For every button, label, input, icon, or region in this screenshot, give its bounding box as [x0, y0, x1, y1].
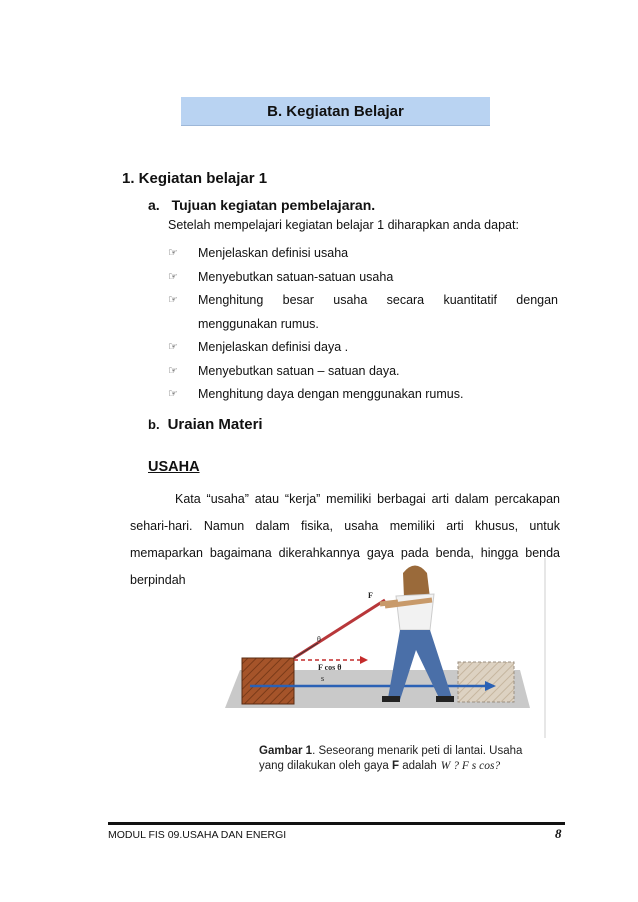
work-illustration: [220, 558, 550, 738]
subsection-a-title: Tujuan kegiatan pembelajaran.: [171, 197, 376, 213]
page-number: 8: [555, 826, 562, 841]
list-item-text: menggunakan rumus.: [198, 316, 319, 331]
list-item: [168, 383, 558, 407]
caption-figure-number: Gambar 1: [259, 745, 313, 757]
objectives-list: [168, 242, 558, 407]
list-item: [168, 360, 558, 384]
pointing-hand-icon: ☞: [168, 388, 178, 400]
pointing-hand-icon: ☞: [168, 341, 178, 353]
list-item: [168, 242, 558, 266]
caption-text: yang dilakukan oleh gaya: [259, 760, 392, 772]
angle-label: θ: [317, 635, 321, 644]
list-item: [168, 266, 558, 290]
pointing-hand-icon: ☞: [168, 247, 178, 259]
caption-text: . Seseorang menarik peti di lantai. Usaha: [312, 745, 523, 757]
subsection-a-heading: [148, 197, 375, 213]
footer-divider: [108, 822, 565, 825]
pointing-hand-icon: ☞: [168, 364, 178, 377]
objectives-intro: Setelah mempelajari kegiatan belajar 1 diharapkan anda dapat:: [168, 218, 519, 232]
pointing-hand-icon: ☞: [168, 294, 178, 306]
list-item: [168, 289, 558, 313]
list-item-text: Menyebutkan satuan-satuan usaha: [198, 269, 394, 284]
list-item-text: Menghitung besar usaha secara kuantitatif dengan: [198, 293, 558, 307]
caption-force-symbol: F: [392, 760, 400, 772]
list-item-text: Menjelaskan definisi daya .: [198, 340, 349, 354]
caption-equation: W ? F s cos?: [440, 760, 501, 772]
displacement-label: s: [321, 674, 325, 683]
paragraph-line: Kata “usaha” atau “kerja” memiliki berbagai arti dalam percakapan: [175, 492, 560, 506]
list-item-text: Menghitung daya dengan menggunakan rumus.: [198, 387, 464, 401]
caption-text: adalah: [399, 760, 437, 772]
section-banner: B. Kegiatan Belajar: [181, 97, 490, 126]
subsection-b-label: b.: [148, 417, 160, 432]
subsection-a-label: a.: [148, 197, 160, 213]
subsection-b-title: Uraian Materi: [167, 416, 263, 433]
pointing-hand-icon: ☞: [168, 270, 178, 283]
paragraph-line: sehari-hari. Namun dalam fisika, usaha memiliki arti khusus, untuk: [130, 519, 560, 533]
usaha-heading: USAHA: [148, 459, 200, 475]
component-label: F cos θ: [318, 663, 342, 672]
footer-module-title: MODUL FIS 09.USAHA DAN ENERGI: [108, 829, 287, 841]
figure-caption: [259, 744, 522, 774]
paragraph-line: berpindah: [130, 573, 186, 587]
section-title: 1. Kegiatan belajar 1: [122, 170, 268, 187]
list-item: [168, 336, 558, 360]
subsection-b-heading: [148, 416, 263, 433]
list-item-text: Menyebutkan satuan – satuan daya.: [198, 363, 400, 378]
force-label: F: [368, 591, 373, 600]
list-item-continuation: [168, 313, 558, 337]
list-item-text: Menjelaskan definisi usaha: [198, 246, 349, 260]
crate: [242, 658, 294, 704]
paragraph-line: memaparkan bagaimana dikerahkannya gaya pada benda, hingga benda: [130, 546, 560, 560]
